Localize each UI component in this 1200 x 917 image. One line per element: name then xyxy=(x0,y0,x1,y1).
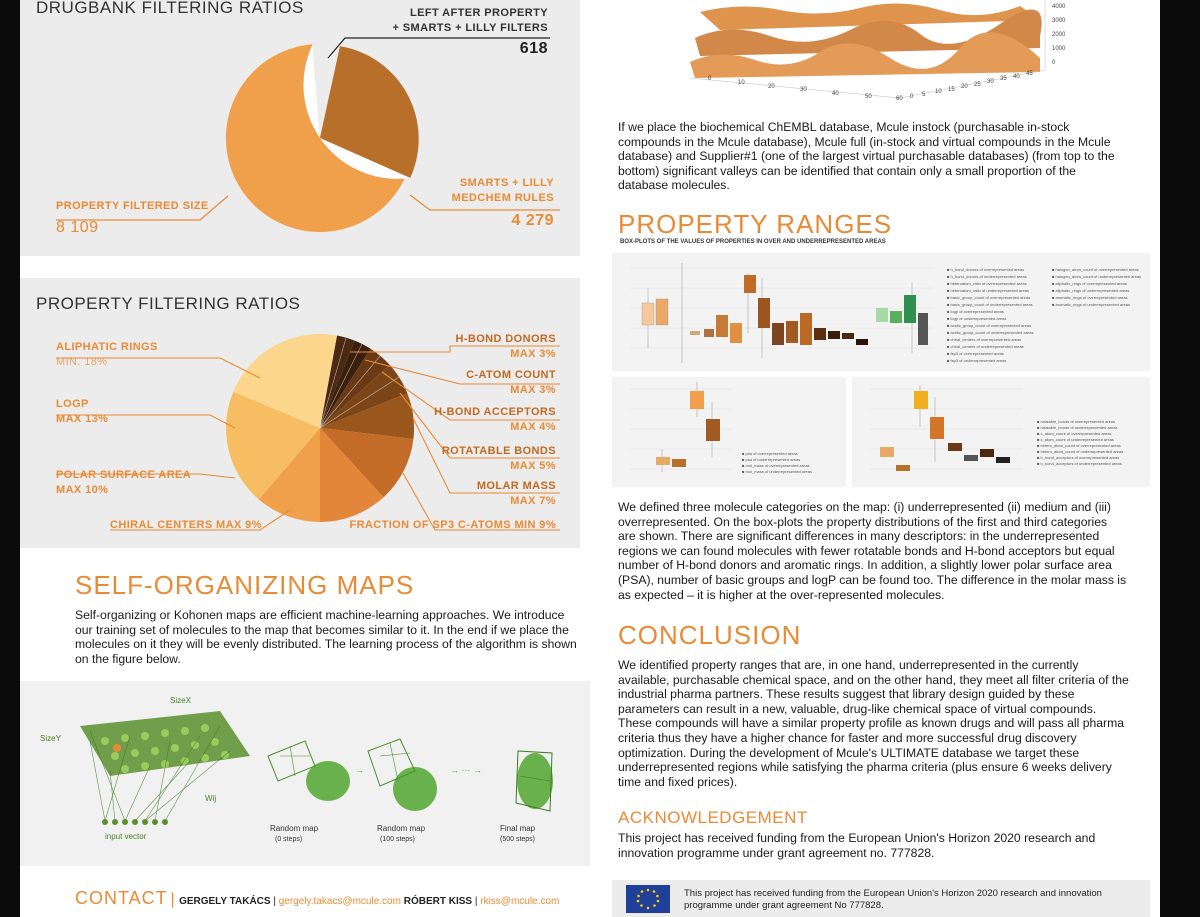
contact-name-1: GERGELY TAKÁCS xyxy=(179,896,271,907)
svg-text:■ halogen_atom_count of underr: ■ halogen_atom_count of underrepresented areas xyxy=(1052,274,1142,279)
svg-text:■ hetero_atom_count of overrep: ■ hetero_atom_count of overrepresented areas xyxy=(1037,443,1121,448)
svg-text:→ ··· →: → ··· → xyxy=(450,765,482,775)
eu-footer-text: This project has received funding from the European Union's Horizon 2020 research and innovation programme under grant agreement No 777828. xyxy=(684,888,1102,911)
svg-text:■ hetero_atom_count of underre: ■ hetero_atom_count of underrepresented areas xyxy=(1037,449,1124,454)
conclusion-text: We identified property ranges that are, in one hand, underrepresented in the currently available, purchasable chemical space, and on the other hand, they meet all filter criteria of the industrial pharma partners. These results suggest that library design guided by these parameters can result in a new, valuable, drug-like chemical space of virtual compounds. These compounds will have a similar property profile as known drugs and will pass all pharma criteria thus they have a higher chance for faster and more successful drug discovery optimization. During the development of Mcule's ULTIMATE database we target these underrepresented regions while satisfying the pharma criteria (plus ensure 6 weeks delivery time and fixed prices). xyxy=(618,658,1129,789)
map-label-1: Random map xyxy=(377,824,426,833)
label-chiral: CHIRAL CENTERS MAX 9% xyxy=(110,519,262,531)
som-diagram xyxy=(20,681,590,866)
map-steps-1: (100 steps) xyxy=(380,836,416,843)
label-sp3: FRACTION OF SP3 C-ATOMS MIN 9% xyxy=(349,519,556,531)
svg-text:3000: 3000 xyxy=(1052,18,1066,24)
boxplot-main xyxy=(612,253,1150,371)
label-psa: POLAR SURFACE AREA MAX 10% xyxy=(56,469,192,496)
acknowledgement-text: This project has received funding from the European Union's Horizon 2020 research and innovation programme under grant agreement no. 777828. xyxy=(618,831,1096,860)
svg-text:■ fsp3 of underrepresented are: ■ fsp3 of underrepresented areas xyxy=(947,358,1007,363)
svg-text:■ logp of overrepresented area: ■ logp of overrepresented areas xyxy=(947,309,1004,314)
svg-text:1000: 1000 xyxy=(1052,46,1066,52)
label-hbond-acceptors: H-BOND ACCEPTORS MAX 4% xyxy=(434,406,556,433)
svg-text:→: → xyxy=(355,765,364,775)
svg-text:■ mol_mass of overrepresented: ■ mol_mass of overrepresented areas xyxy=(742,463,810,468)
som-sizex: SizeX xyxy=(170,696,191,705)
svg-text:45: 45 xyxy=(1026,71,1033,77)
property-filtered-label: PROPERTY FILTERED SIZE xyxy=(56,200,209,212)
svg-text:■ chiral_centers of overrepres: ■ chiral_centers of overrepresented areas xyxy=(947,337,1022,342)
contact-name-2: RÓBERT KISS xyxy=(403,896,473,907)
surface-caption: If we place the biochemical ChEMBL database, Mcule instock (purchasable in-stock compounds in the Mcule database), Mcule full (in-stock and virtual compounds in the Mcule database) and Supplier#1 (one of the largest virtual purchasable databases) (from top to the bottom) significant valleys can be identified that contain only a small proportion of the database molecules. xyxy=(618,120,1115,193)
conclusion-title: CONCLUSION xyxy=(618,620,802,650)
poster xyxy=(20,0,1160,917)
svg-text:■ acidic_group_count of underr: ■ acidic_group_count of underrepresented areas xyxy=(947,330,1034,335)
svg-text:■ mol_mass of underrepresented: ■ mol_mass of underrepresented areas xyxy=(742,469,813,474)
property-ranges-title: PROPERTY RANGES xyxy=(618,209,893,239)
contact-email-1[interactable]: gergely.takacs@mcule.com xyxy=(278,896,401,907)
smarts-value: 4 279 xyxy=(511,212,554,229)
svg-text:■ acidic_group_count of overre: ■ acidic_group_count of overrepresented areas xyxy=(947,323,1032,328)
svg-text:■ heteroatom_ratio of overrepr: ■ heteroatom_ratio of overrepresented areas xyxy=(947,281,1027,286)
svg-text:50: 50 xyxy=(865,94,872,100)
svg-text:■ chiral_centers of underrepre: ■ chiral_centers of underrepresented areas xyxy=(947,344,1024,349)
contact-label: CONTACT xyxy=(75,888,168,908)
svg-text:15: 15 xyxy=(948,87,955,93)
svg-text:40: 40 xyxy=(1013,74,1020,80)
svg-text:20: 20 xyxy=(961,84,968,90)
svg-text:60: 60 xyxy=(896,96,903,102)
som-sizey: SizeY xyxy=(40,734,61,743)
svg-text:■ psa of overrepresented areas: ■ psa of overrepresented areas xyxy=(742,451,798,456)
svg-text:10: 10 xyxy=(738,80,745,86)
svg-text:■ h_bond_acceptors of overrepr: ■ h_bond_acceptors of overrepresented areas xyxy=(1037,455,1120,460)
som-wij: Wij xyxy=(205,794,217,803)
svg-text:■ h_bond_donors of overreprese: ■ h_bond_donors of overrepresented areas xyxy=(947,267,1025,272)
final-map-500 xyxy=(516,751,553,811)
svg-text:■ logp of underrepresented are: ■ logp of underrepresented areas xyxy=(947,316,1007,321)
random-map-0 xyxy=(268,741,350,801)
som-figure xyxy=(20,681,590,866)
label-aliphatic-rings: ALIPHATIC RINGS MIN. 18% xyxy=(56,341,158,368)
map-steps-0: (0 steps) xyxy=(275,836,303,843)
eu-flag-icon xyxy=(626,885,670,913)
label-hbond-donors: H-BOND DONORS MAX 3% xyxy=(455,333,556,360)
smarts-label: SMARTS + LILLY MEDCHEM RULES xyxy=(451,177,554,204)
svg-text:0: 0 xyxy=(708,76,712,82)
svg-text:35: 35 xyxy=(1000,76,1007,82)
svg-text:■ rotatable_bonds of underrepr: ■ rotatable_bonds of underrepresented areas xyxy=(1037,425,1118,430)
boxplot-mass xyxy=(612,377,846,487)
svg-text:20: 20 xyxy=(768,84,775,90)
svg-text:■ basic_group_count of underre: ■ basic_group_count of underrepresented areas xyxy=(947,302,1033,307)
svg-text:10: 10 xyxy=(935,89,942,95)
svg-text:■ rotatable_bonds of overrepre: ■ rotatable_bonds of overrepresented areas xyxy=(1037,419,1116,424)
property-filtering-title: PROPERTY FILTERING RATIOS xyxy=(36,294,301,313)
label-c-atom: C-ATOM COUNT MAX 3% xyxy=(466,369,556,396)
svg-text:0: 0 xyxy=(1052,60,1056,66)
boxplot-counts xyxy=(852,377,1150,487)
svg-text:5: 5 xyxy=(922,92,926,98)
drugbank-title: DRUGBANK FILTERING RATIOS xyxy=(36,0,304,17)
map-label-2: Final map xyxy=(500,824,536,833)
svg-text:■ aliphatic_rings of underrepr: ■ aliphatic_rings of underrepresented areas xyxy=(1052,288,1130,293)
label-rotatable: ROTATABLE BONDS MAX 5% xyxy=(441,445,556,472)
property-filtered-value: 8 109 xyxy=(56,219,99,236)
svg-text:30: 30 xyxy=(800,87,807,93)
boxplot-counts-svg xyxy=(852,377,1150,487)
map-steps-2: (500 steps) xyxy=(500,836,536,843)
drugbank-panel xyxy=(20,0,580,256)
eu-footer xyxy=(612,880,1150,917)
svg-text:■ heteroatom_ratio of underrep: ■ heteroatom_ratio of underrepresented areas xyxy=(947,288,1030,293)
svg-text:40: 40 xyxy=(832,91,839,97)
property-filtering-panel xyxy=(20,278,580,548)
contact-email-2[interactable]: rkiss@mcule.com xyxy=(480,896,560,907)
label-logp: LOGP MAX 13% xyxy=(56,398,109,425)
svg-text:■ c_atom_count of overrepresen: ■ c_atom_count of overrepresented areas xyxy=(1037,431,1112,436)
som-input-vector: input vector xyxy=(105,832,147,841)
som-text: Self-organizing or Kohonen maps are efficient machine-learning approaches. We introduce our training set of molecules to the map that becomes similar to it. In the end if we place the molecules on it they will be evenly distributed. The learning process of the algorithm is shown on the figure below. xyxy=(75,608,577,666)
label-molar-mass: MOLAR MASS MAX 7% xyxy=(476,480,556,507)
left-after-filters-label: LEFT AFTER PROPERTY + SMARTS + LILLY FILTERS xyxy=(392,7,548,34)
random-map-100 xyxy=(368,739,437,811)
svg-text:2000: 2000 xyxy=(1052,32,1066,38)
svg-text:25: 25 xyxy=(974,82,981,88)
drugbank-pie xyxy=(20,0,580,256)
svg-text:■ psa of underrepresented area: ■ psa of underrepresented areas xyxy=(742,457,801,462)
left-after-filters-value: 618 xyxy=(519,40,548,57)
property-ranges-text: We defined three molecule categories on the map: (i) underrepresented (ii) medium and (iii) overrepresented. On the box-plots the property distributions of the first and third categories are shown. There are significant differences in many descriptors: in the underrepresented regions we can found molecules with fewer rotatable bonds and H-bond acceptors but equal number of H-bond donors and aromatic rings. In addition, a slightly lower polar surface area (PSA), number of basic groups and logP can be found too. The difference in the molar mass is as expected – it is higher at the over-represented molecules. xyxy=(618,500,1127,602)
som-title: SELF-ORGANIZING MAPS xyxy=(75,570,415,600)
contact-bar: CONTACT | GERGELY TAKÁCS | gergely.takacs@mcule.com RÓBERT KISS | rkiss@mcule.com xyxy=(75,888,560,908)
svg-text:4000: 4000 xyxy=(1052,4,1066,10)
svg-text:■ aromatic_rings of overrepres: ■ aromatic_rings of overrepresented areas xyxy=(1052,295,1128,300)
boxplot-main-svg xyxy=(612,253,1150,371)
svg-text:■ h_bond_donors of underrepres: ■ h_bond_donors of underrepresented areas xyxy=(947,274,1027,279)
svg-text:■ fsp3 of overrepresented area: ■ fsp3 of overrepresented areas xyxy=(947,351,1004,356)
svg-text:■ halogen_atom_count of overre: ■ halogen_atom_count of overrepresented areas xyxy=(1052,267,1139,272)
svg-text:0: 0 xyxy=(910,94,914,100)
svg-text:30: 30 xyxy=(987,79,994,85)
surface-chart xyxy=(660,0,1080,110)
property-ranges-subtitle: BOX-PLOTS OF THE VALUES OF PROPERTIES IN OVER AND UNDERREPRESENTED AREAS xyxy=(620,239,886,245)
map-label-0: Random map xyxy=(270,824,319,833)
svg-text:■ aromatic_rings of underrepre: ■ aromatic_rings of underrepresented areas xyxy=(1052,302,1131,307)
svg-text:■ h_bond_acceptors of underrep: ■ h_bond_acceptors of underrepresented areas xyxy=(1037,461,1122,466)
acknowledgement-title: ACKNOWLEDGEMENT xyxy=(618,808,808,827)
svg-text:■ aliphatic_rings of overrepre: ■ aliphatic_rings of overrepresented areas xyxy=(1052,281,1127,286)
boxplot-mass-svg xyxy=(612,377,846,487)
svg-text:■ c_atom_count of underreprese: ■ c_atom_count of underrepresented areas xyxy=(1037,437,1114,442)
svg-text:■ basic_group_count of overrep: ■ basic_group_count of overrepresented areas xyxy=(947,295,1031,300)
